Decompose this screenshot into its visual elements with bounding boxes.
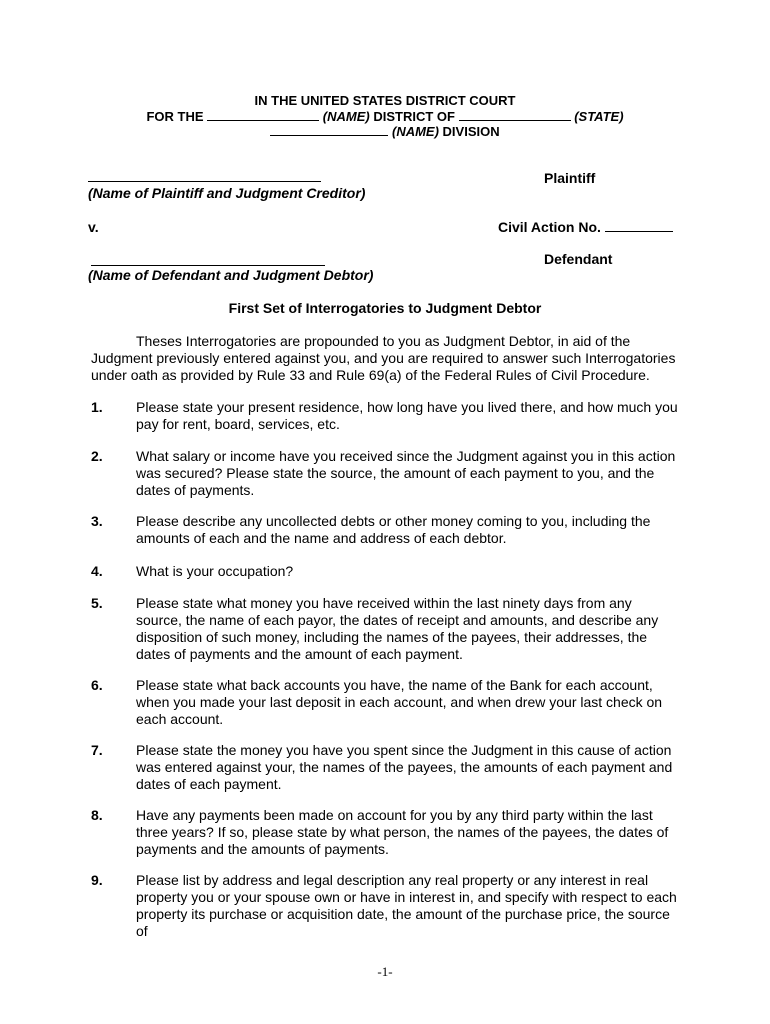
defendant-name-blank[interactable] [91,254,325,266]
district-name-blank[interactable] [207,108,319,121]
versus-label: v. [88,219,99,235]
civil-action-label: Civil Action No. [498,219,601,235]
item-number: 3. [91,513,103,529]
civil-action-number-blank[interactable] [605,219,673,232]
interrogatory-text: What is your occupation? [136,563,294,579]
plaintiff-name-blank[interactable] [88,170,321,182]
district-of-label: DISTRICT OF [373,109,455,124]
district-line [0,108,770,124]
intro-paragraph: Theses Interrogatories are propounded to you as Judgment Debtor, in aid of the Judgment previously entered against you, and you are required to answer such Interrogatories under oath as provided by Rule 33 and Rule 69(a) of the Federal Rules of Civil Procedure. [91,333,676,383]
interrogatory-text: Please state the money you have you spent since the Judgment in this cause of action was entered against your, the names of the payees, the amounts of each payment and dates of each payment. [136,742,673,792]
name-hint: (NAME) [322,109,370,124]
page-number: -1- [377,964,393,979]
document-title: First Set of Interrogatories to Judgment Debtor [228,300,542,316]
interrogatory-text: Please describe any uncollected debts or other money coming to you, including the amounts of each and the name and address of each debtor. [136,513,651,546]
division-label: DIVISION [442,124,500,139]
item-number: 2. [91,448,103,464]
interrogatory-text: Have any payments been made on account for you by any third party within the last three years? If so, please state by what person, the names of the payees, the dates of payments and the amounts of payments. [136,807,669,857]
item-number: 5. [91,595,103,611]
item-number: 4. [91,563,103,579]
defendant-label: Defendant [544,251,613,267]
division-name-blank[interactable] [270,123,388,136]
interrogatory-text: Please state your present residence, how long have you lived there, and how much you pay for rent, board, services, etc. [136,399,678,432]
plaintiff-label: Plaintiff [544,170,596,186]
plaintiff-name-hint: (Name of Plaintiff and Judgment Creditor) [88,185,366,201]
state-hint: (STATE) [574,109,624,124]
item-number: 1. [91,399,103,415]
interrogatory-text: Please list by address and legal description any real property or any interest in real property you or your spouse own or have in interest in, and specify with respect to each property its purchase or acquisition date, the amount of the purchase price, the source of [136,872,677,939]
item-number: 9. [91,872,103,888]
for-the-label: FOR THE [146,109,204,124]
civil-action-line [498,219,673,236]
defendant-name-hint: (Name of Defendant and Judgment Debtor) [88,267,374,283]
item-number: 6. [91,677,103,693]
division-line [0,123,770,139]
item-number: 7. [91,742,103,758]
court-heading: IN THE UNITED STATES DISTRICT COURT [254,93,516,108]
interrogatory-text: Please state what back accounts you have, the name of the Bank for each account, when you made your last deposit in each account, and when drew your last check on each account. [136,677,663,727]
division-name-hint: (NAME) [391,124,439,139]
interrogatory-text: What salary or income have you received since the Judgment against you in this action was secured? Please state the source, the amount of each payment to you, and the dates of payments. [136,448,676,498]
interrogatory-text: Please state what money you have received within the last ninety days from any source, the name of each payor, the dates of receipt and amounts, and describe any disposition of such money, including the names of the payees, their addresses, the dates of payments and the amount of each payment. [136,595,659,662]
item-number: 8. [91,807,103,823]
state-blank[interactable] [459,108,571,121]
